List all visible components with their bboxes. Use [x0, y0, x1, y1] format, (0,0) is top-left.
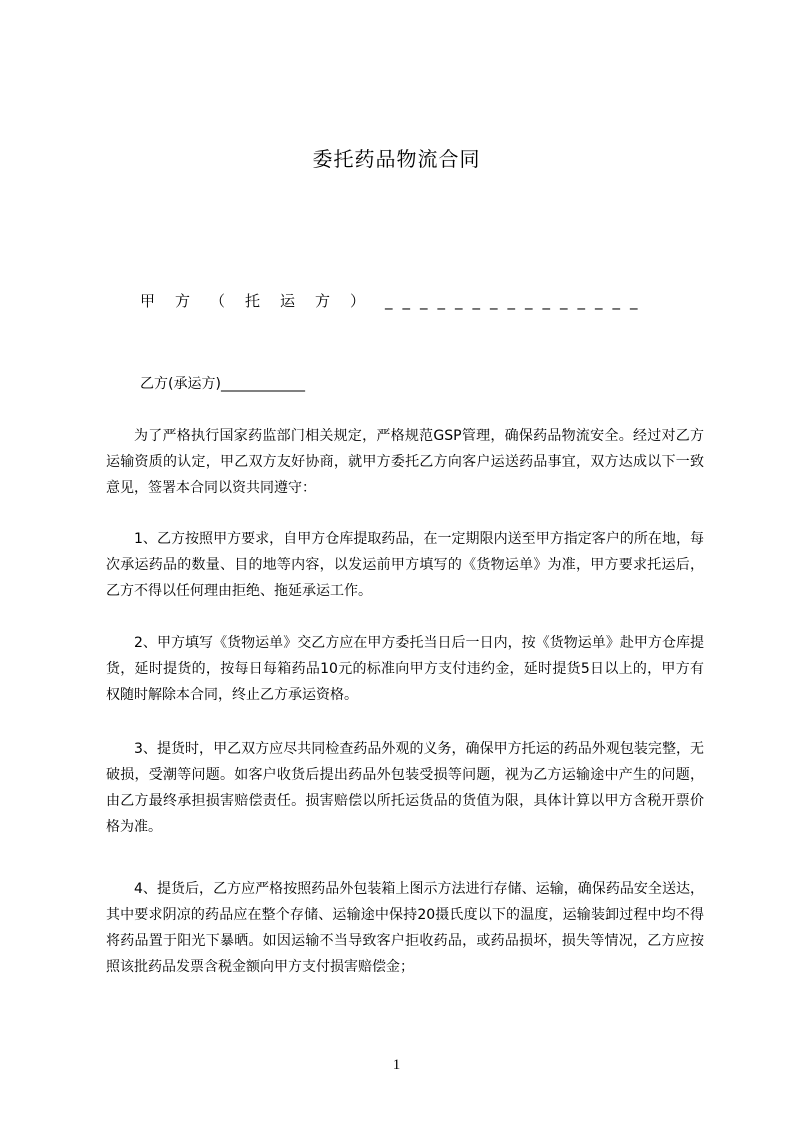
- party-b-label: 乙方(承运方): [140, 376, 221, 392]
- clause-3-paragraph: 3、提货时，甲乙双方应尽共同检查药品外观的义务，确保甲方托运的药品外观包装完整，无破损，受潮等问题。如客户收货后提出药品外包装受损等问题，视为乙方运输途中产生的问题，由乙方最终承担损害赔偿责任。损害赔偿以所托运货品的货值为限，具体计算以甲方含税开票价格为准。: [106, 741, 704, 835]
- party-a-label: 甲方（托运方）: [140, 292, 386, 310]
- preamble-paragraph: 为了严格执行国家药监部门相关规定，严格规范GSP管理，确保药品物流安全。经过对乙方运输资质的认定，甲乙双方友好协商，就甲方委托乙方向客户运送药品事宜，双方达成以下一致意见，签署本合同以资共同遵守：: [106, 428, 704, 496]
- party-a-blank: _______________: [385, 292, 648, 310]
- clause-1-paragraph: 1、乙方按照甲方要求，自甲方仓库提取药品，在一定期限内送至甲方指定客户的所在地，每次承运药品的数量、目的地等内容，以发运前甲方填写的《货物运单》为准，甲方要求托运后，乙方不得以任何理由拒绝、拖延承运工作。: [106, 531, 704, 599]
- party-b-blank: ____________: [220, 376, 305, 392]
- page-number: 1: [392, 1057, 401, 1073]
- contract-title: 委托药品物流合同: [312, 147, 481, 171]
- clause-2-paragraph: 2、甲方填写《货物运单》交乙方应在甲方委托当日后一日内，按《货物运单》赴甲方仓库提货，延时提货的，按每日每箱药品10元的标准向甲方支付违约金，延时提货5日以上的，甲方有权随时解除本合同，终止乙方承运资格。: [106, 635, 704, 703]
- clause-4-paragraph: 4、提货后，乙方应严格按照药品外包装箱上图示方法进行存储、运输，确保药品安全送达，其中要求阴凉的药品应在整个存储、运输途中保持20摄氏度以下的温度，运输装卸过程中均不得将药品置于阳光下暴晒。如因运输不当导致客户拒收药品，或药品损坏，损失等情况，乙方应按照该批药品发票含税金额向甲方支付损害赔偿金；: [106, 881, 704, 975]
- party-a-line: [140, 290, 710, 311]
- party-b-line: [140, 373, 305, 393]
